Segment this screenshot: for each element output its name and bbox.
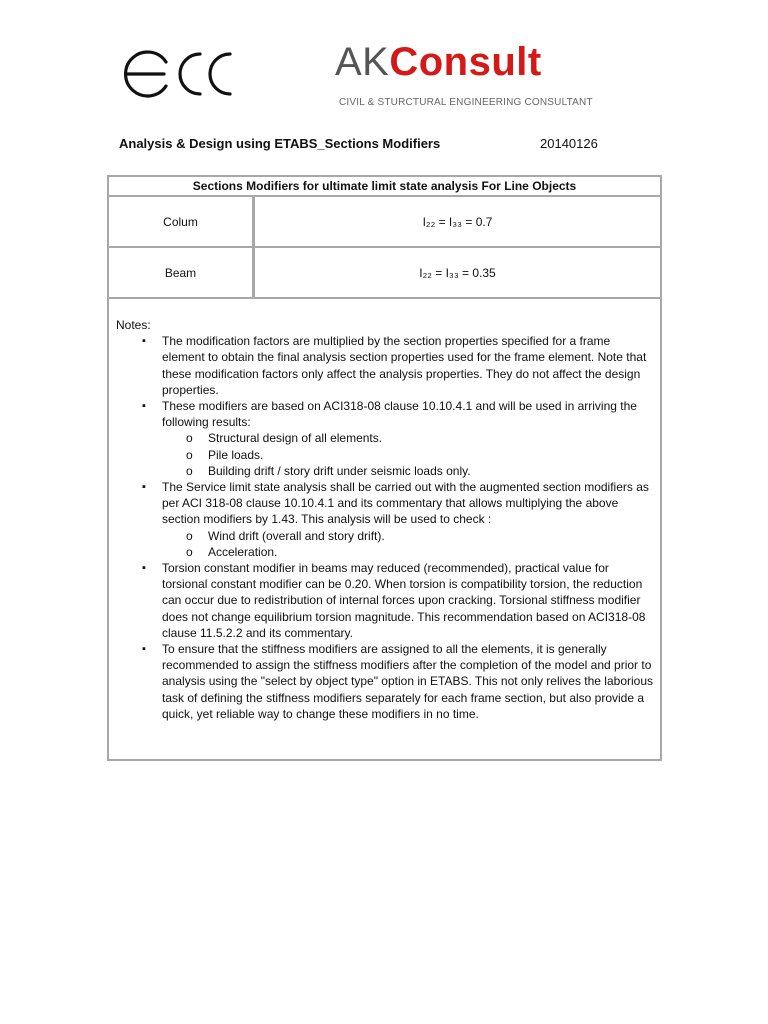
brand-ak: AK bbox=[335, 40, 390, 84]
modifiers-table bbox=[107, 175, 662, 761]
brand-tagline: CIVIL & STURCTURAL ENGINEERING CONSULTANT bbox=[339, 97, 593, 108]
table-heading: Sections Modifiers for ultimate limit state analysis For Line Objects bbox=[109, 177, 660, 197]
document-date: 20140126 bbox=[540, 136, 598, 151]
acc-logo bbox=[124, 48, 236, 100]
note-sublist bbox=[162, 528, 654, 560]
document-title: Analysis & Design using ETABS_Sections Modifiers bbox=[119, 136, 441, 151]
sub-item: o Building drift / story drift under seismic loads only. bbox=[162, 463, 654, 479]
brand-name bbox=[335, 42, 542, 82]
sub-item: o Wind drift (overall and story drift). bbox=[162, 528, 654, 544]
sub-item: o Acceleration. bbox=[162, 544, 654, 560]
sub-item: o Pile loads. bbox=[162, 447, 654, 463]
row-value-beam: I₂₂ = I₃₃ = 0.35 bbox=[419, 265, 496, 280]
notes-section bbox=[109, 299, 660, 722]
row-label-column: Colum bbox=[109, 197, 255, 246]
row-label-beam: Beam bbox=[109, 248, 255, 297]
note-item bbox=[116, 398, 654, 479]
note-sublist bbox=[162, 430, 654, 479]
note-item bbox=[116, 479, 654, 560]
row-value-column: I₂₂ = I₃₃ = 0.7 bbox=[422, 214, 493, 229]
table-row bbox=[109, 197, 660, 248]
sub-item: o Structural design of all elements. bbox=[162, 430, 654, 446]
note-item: ▪ The modification factors are multiplied by the section properties specified for a frame element to obtain the final analysis section properties used for the frame element. Note that these modification factors only affect the analysis properties. They do not affect the design properties. bbox=[116, 333, 654, 398]
brand-consult: Consult bbox=[389, 40, 542, 84]
notes-list bbox=[116, 333, 654, 722]
note-item: ▪ To ensure that the stiffness modifiers are assigned to all the elements, it is generally recommended to assign the stiffness modifiers after the completion of the model and prior to analysis using the "select by object type" option in ETABS. This not only relives the laborious task of defining the stiffness modifiers separately for each frame section, but also provide a quick, yet reliable way to change these modifiers in no time. bbox=[116, 641, 654, 722]
notes-title: Notes: bbox=[116, 318, 151, 332]
note-item: ▪ Torsion constant modifier in beams may reduced (recommended), practical value for torsional constant modifier can be 0.20. When torsion is compatibility torsion, the reduction can occur due to redistribution of internal forces upon cracking. Torsional stiffness modifier does not change equilibrium torsion magnitude. This recommendation based on ACI318-08 clause 11.5.2.2 and its commentary. bbox=[116, 560, 654, 641]
note-text: The Service limit state analysis shall be carried out with the augmented section modifiers as per ACI 318-08 clause 10.10.4.1 and its commentary that allows multiplying the above section modifiers by 1.43. This analysis will be used to check : bbox=[162, 480, 649, 527]
table-row bbox=[109, 248, 660, 299]
note-text: These modifiers are based on ACI318-08 clause 10.10.4.1 and will be used in arriving the following results: bbox=[162, 399, 637, 430]
